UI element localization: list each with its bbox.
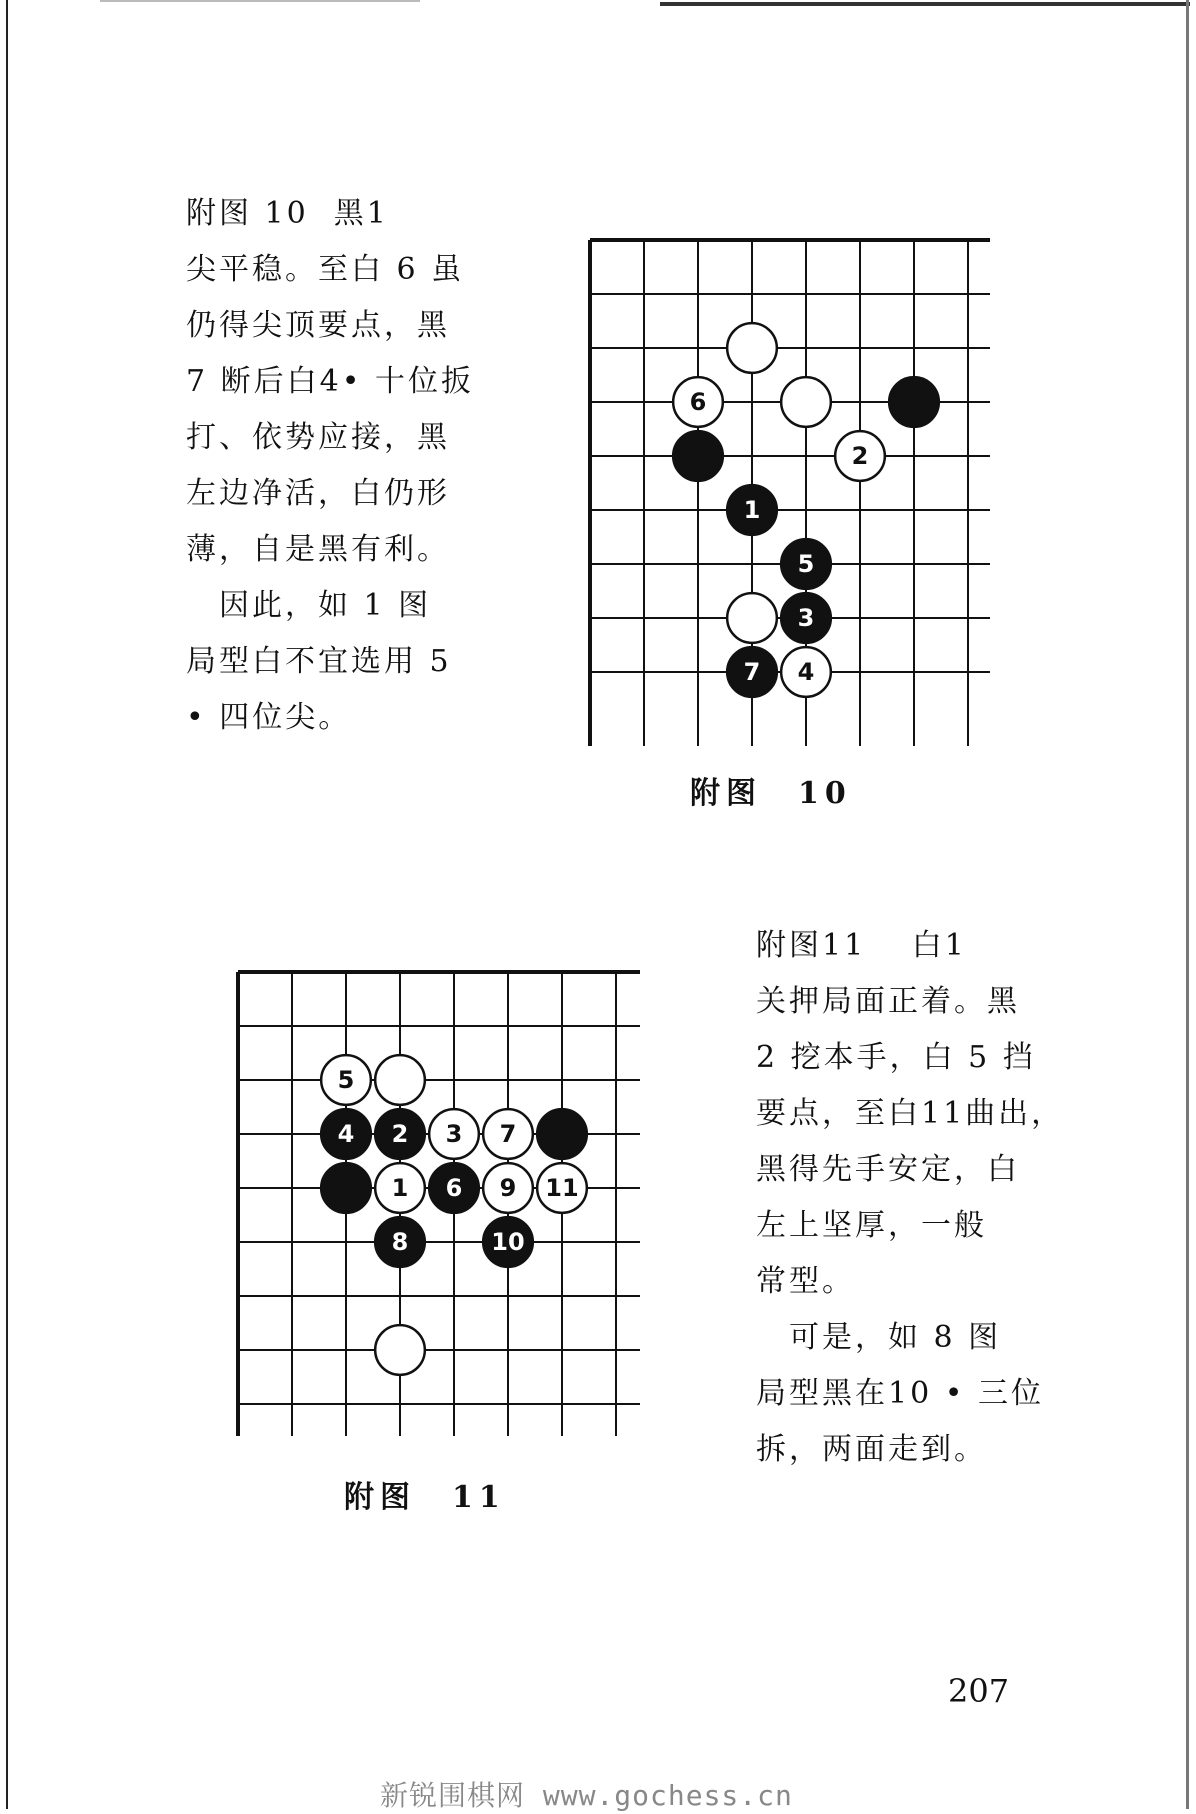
- caption-line: 尖平稳。至白 6 虽: [186, 252, 465, 287]
- white-stone: [375, 1325, 425, 1375]
- caption-line: 常型。: [756, 1264, 855, 1299]
- page-number: 207: [948, 1672, 1010, 1710]
- move-number: 7: [743, 658, 761, 686]
- move-number: 2: [391, 1120, 409, 1148]
- caption-line: 附图 10 黑1: [186, 196, 389, 231]
- move-number: 8: [391, 1228, 409, 1256]
- move-number: 6: [445, 1174, 463, 1202]
- caption-line: 打、依势应接，黑: [186, 420, 450, 455]
- white-stone: [375, 1055, 425, 1105]
- caption-line: 仍得尖顶要点，黑: [186, 308, 450, 343]
- caption-line: 关押局面正着。黑: [756, 984, 1020, 1019]
- move-number: 6: [689, 388, 707, 416]
- move-number: 5: [797, 550, 815, 578]
- caption-line: • 四位尖。: [186, 700, 352, 735]
- move-number: 9: [499, 1174, 517, 1202]
- caption-line: 局型黑在10 • 三位: [756, 1376, 1044, 1411]
- black-stone: [537, 1109, 587, 1159]
- caption-line: 2 挖本手，白 5 挡: [756, 1040, 1036, 1075]
- caption-line: 可是，如 8 图: [756, 1320, 1002, 1355]
- caption-line: 附图11 白1: [756, 928, 967, 963]
- caption-line: 左上坚厚，一般: [756, 1208, 987, 1243]
- move-number: 1: [743, 496, 761, 524]
- caption-line: 拆，两面走到。: [756, 1432, 987, 1467]
- move-number: 4: [337, 1120, 355, 1148]
- move-number: 10: [491, 1228, 525, 1256]
- move-number: 5: [337, 1066, 355, 1094]
- figure10-label: 附图 10: [690, 776, 852, 811]
- caption-line: 局型白不宜选用 5: [186, 644, 452, 679]
- figure11-label: 附图 11: [344, 1480, 506, 1515]
- move-number: 11: [545, 1174, 579, 1202]
- caption-line: 7 断后白4• 十位扳: [186, 364, 474, 399]
- move-number: 1: [391, 1174, 409, 1202]
- site-watermark: 新锐围棋网 www.gochess.cn: [380, 1779, 793, 1812]
- move-number: 2: [851, 442, 869, 470]
- move-number: 4: [797, 658, 815, 686]
- caption-line: 因此，如 1 图: [186, 588, 432, 623]
- move-number: 7: [499, 1120, 517, 1148]
- move-number: 3: [797, 604, 815, 632]
- black-stone: [321, 1163, 371, 1213]
- caption-line: 左边净活，白仍形: [186, 476, 450, 511]
- caption-line: 要点，至白11曲出，: [756, 1096, 1065, 1131]
- caption-line: 薄，自是黑有利。: [186, 532, 450, 567]
- caption-line: 黑得先手安定，白: [756, 1152, 1020, 1187]
- move-number: 3: [445, 1120, 463, 1148]
